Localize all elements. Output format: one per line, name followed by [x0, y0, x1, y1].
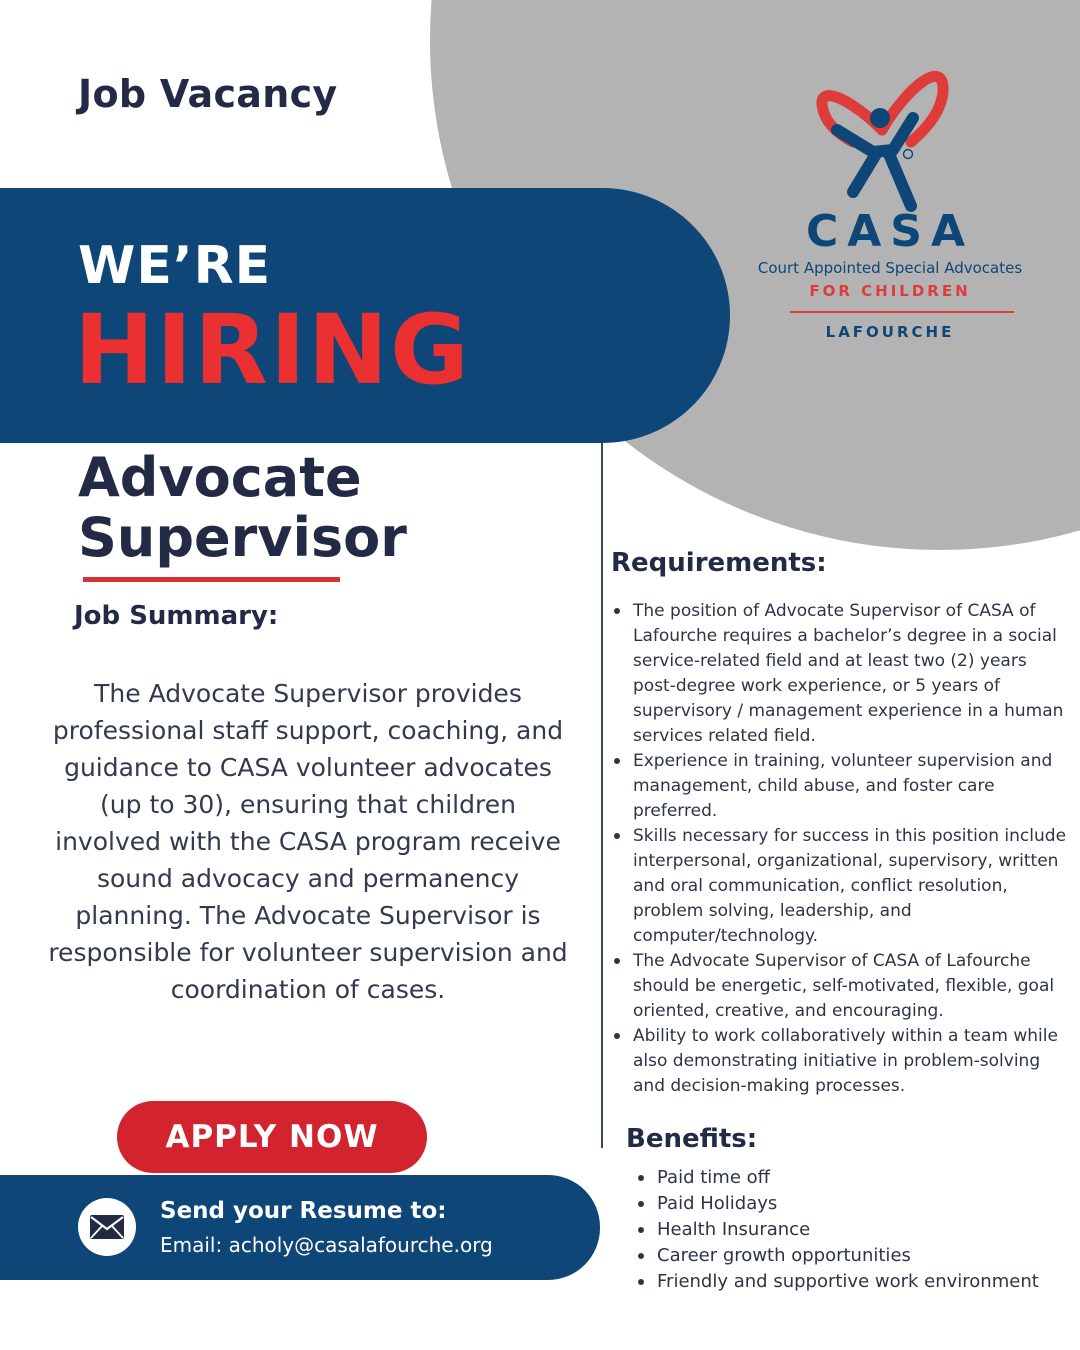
logo-tagline: Court Appointed Special Advocates [757, 259, 1023, 277]
eyebrow-heading: Job Vacancy [78, 72, 338, 116]
benefit-item: Paid Holidays [634, 1191, 1064, 1217]
requirement-item: The Advocate Supervisor of CASA of Lafourche should be energetic, self-motivated, flexible, goal oriented, creative, and encouraging. [610, 949, 1070, 1024]
logo-divider [790, 311, 1014, 313]
position-title-line2: Supervisor [78, 506, 407, 569]
contact-heading: Send your Resume to: [160, 1198, 447, 1224]
column-divider [601, 443, 603, 1148]
logo-location: LAFOURCHE [825, 323, 955, 341]
position-title-line1: Advocate [78, 446, 362, 509]
benefits-heading: Benefits: [626, 1124, 758, 1154]
title-underline [83, 577, 340, 582]
requirement-item: The position of Advocate Supervisor of CASA of Lafourche requires a bachelor’s degree in a social service-related field and at least two (2) years post-degree work experience, or 5 years of supervisory / management experience in a human services related field. [610, 599, 1070, 749]
benefit-item: Career growth opportunities [634, 1243, 1064, 1269]
summary-text: The Advocate Supervisor provides professional staff support, coaching, and guidance to CASA volunteer advocates (up to 30), ensuring that children involved with the CASA program receive sound advocacy and permanency planning. The Advocate Supervisor is responsible for volunteer supervision and coordination of cases. [48, 679, 568, 1004]
logo-sub-tagline: FOR CHILDREN [809, 282, 971, 300]
hero-line-were: WE’RE [78, 236, 272, 296]
benefit-item: Health Insurance [634, 1217, 1064, 1243]
benefit-item: Paid time off [634, 1165, 1064, 1191]
heart-figure-icon [745, 50, 1045, 350]
contact-email-link[interactable]: Email: acholy@casalafourche.org [160, 1233, 493, 1257]
requirement-item: Experience in training, volunteer supervision and management, child abuse, and foster care preferred. [610, 749, 1070, 824]
requirement-item: Skills necessary for success in this position include interpersonal, organizational, supervisory, written and oral communication, conflict resolution, problem solving, leadership, and computer/technology. [610, 824, 1070, 949]
benefit-item: Friendly and supportive work environment [634, 1269, 1064, 1295]
hero-line-hiring: HIRING [74, 294, 471, 406]
summary-heading: Job Summary: [74, 601, 279, 631]
requirements-heading: Requirements: [611, 548, 827, 578]
apply-now-button[interactable]: APPLY NOW [117, 1101, 427, 1173]
logo-name: CASA [805, 206, 975, 257]
requirements-list [610, 599, 1070, 1099]
requirement-item: Ability to work collaboratively within a team while also demonstrating initiative in problem-solving and decision-making processes. [610, 1024, 1070, 1099]
envelope-icon [78, 1198, 136, 1256]
position-title [78, 448, 407, 568]
benefits-list [634, 1165, 1064, 1295]
